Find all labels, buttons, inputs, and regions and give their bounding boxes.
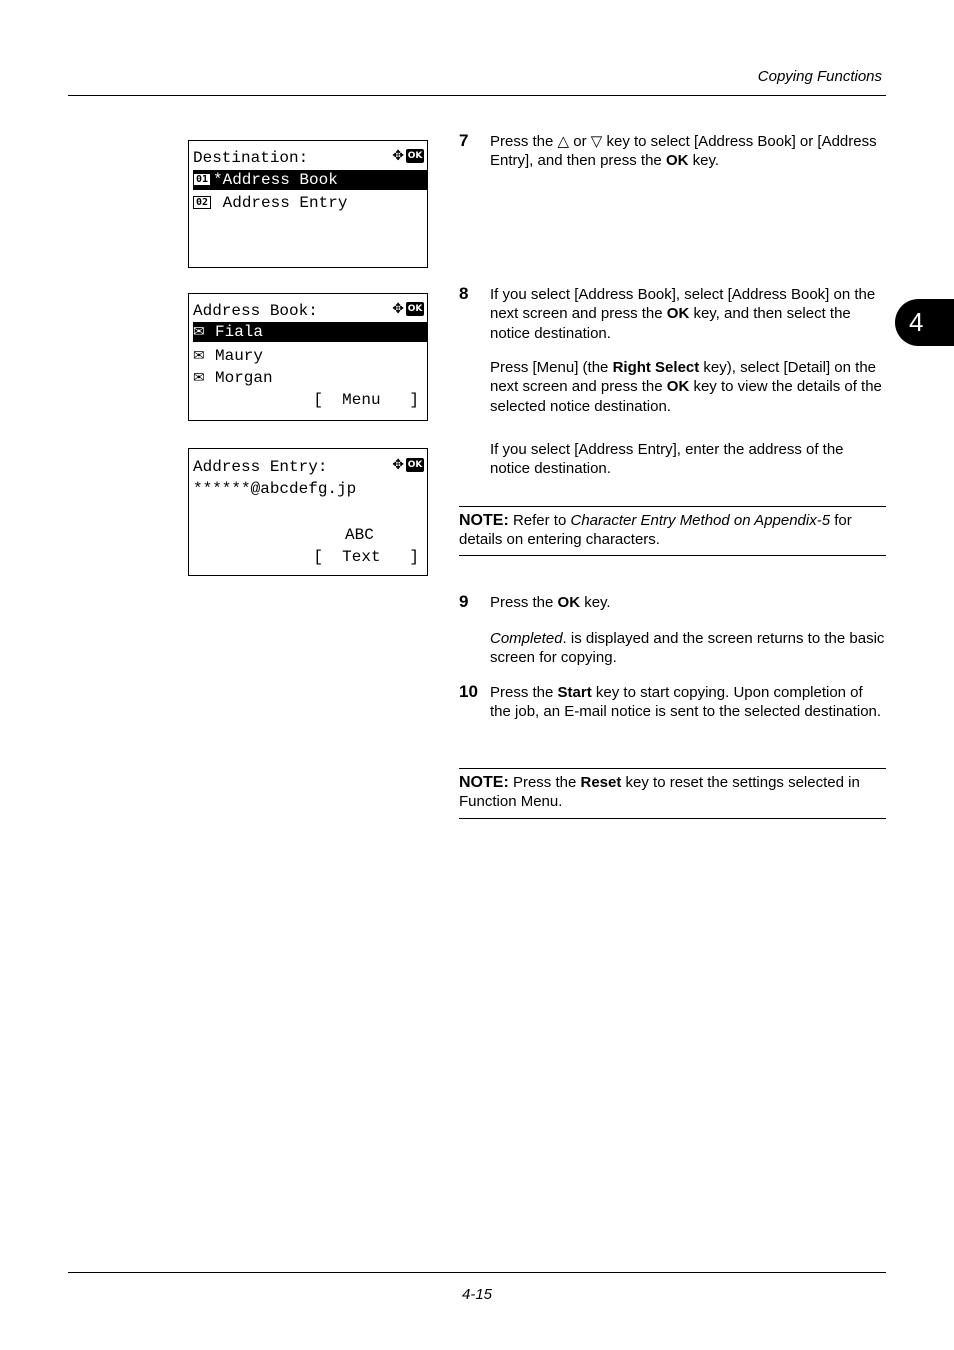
- menu-item-label: Address Entry: [222, 194, 348, 212]
- lcd-address-entry-screen: [188, 448, 428, 576]
- menu-item-label: *Address Book: [213, 171, 338, 189]
- down-triangle-icon: ▽: [590, 133, 603, 150]
- step-8-address-entry-text: If you select [Address Entry], enter the address of the notice destination.: [490, 441, 844, 478]
- note-rule-top: [459, 768, 886, 769]
- step-9-result-text: Completed. is displayed and the screen returns to the basic screen for copying.: [490, 630, 885, 667]
- step-8-detail-text: Press [Menu] (the Right Select key), select [Detail] on the next screen and press the OK key to view the details of the selected notice destination.: [490, 359, 882, 415]
- contact-name: Maury: [215, 347, 264, 365]
- four-way-arrow-icon: ✥: [392, 457, 404, 473]
- four-way-arrow-icon: ✥: [392, 301, 404, 317]
- address-input-value[interactable]: ******@abcdefg.jp: [193, 480, 357, 498]
- lcd-menu-item-selected[interactable]: [193, 170, 427, 190]
- ok-key-icon: OK: [407, 304, 423, 314]
- step-number: 10: [459, 682, 478, 701]
- item-number-badge: 02: [193, 196, 211, 209]
- note-character-entry: NOTE: Refer to Character Entry Method on Appendix-5 for details on entering characters.: [459, 512, 852, 549]
- lcd-list-item[interactable]: [193, 368, 425, 388]
- lcd-title: Address Book:: [193, 302, 318, 320]
- lcd-title: Destination:: [193, 149, 309, 167]
- item-number-badge: 01: [193, 173, 211, 186]
- step-number: 7: [459, 131, 469, 150]
- envelope-icon: ✉: [193, 370, 205, 386]
- step-8-text: If you select [Address Book], select [Address Book] on the next screen and press the OK key, and then select the notice destination.: [490, 286, 876, 342]
- lcd-menu-item[interactable]: [193, 193, 425, 213]
- step-number: 9: [459, 592, 469, 611]
- lcd-title: Address Entry:: [193, 458, 328, 476]
- lcd-list-item[interactable]: [193, 346, 425, 366]
- note-rule-top: [459, 506, 886, 507]
- envelope-icon: ✉: [193, 348, 205, 364]
- chapter-tab: 4: [895, 299, 954, 346]
- note-rule-bottom: [459, 555, 886, 556]
- page-number: 4-15: [461, 1286, 493, 1303]
- contact-name: Morgan: [215, 369, 273, 387]
- four-way-arrow-icon: ✥: [392, 148, 404, 164]
- up-triangle-icon: △: [557, 133, 570, 150]
- running-header: Copying Functions: [757, 68, 882, 85]
- lcd-nav-indicator: [392, 148, 424, 164]
- step-7-text: Press the △ or ▽ key to select [Address Book] or [Address Entry], and then press the OK key.: [490, 133, 877, 170]
- lcd-destination-screen: [188, 140, 428, 268]
- header-rule: [68, 95, 886, 96]
- lcd-nav-indicator: [392, 457, 424, 473]
- input-mode-indicator: ABC: [345, 526, 374, 544]
- menu-softkey[interactable]: [ Menu ]: [313, 391, 419, 409]
- step-number: 8: [459, 284, 469, 303]
- note-reset: NOTE: Press the Reset key to reset the settings selected in Function Menu.: [459, 774, 860, 811]
- lcd-address-book-screen: [188, 293, 428, 421]
- ok-key-icon: OK: [407, 151, 423, 161]
- footer-rule: [68, 1272, 886, 1273]
- step-10-text: Press the Start key to start copying. Upon completion of the job, an E-mail notice is sent to the selected destination.: [490, 684, 882, 721]
- lcd-nav-indicator: [392, 301, 424, 317]
- envelope-icon: ✉: [193, 324, 205, 340]
- ok-key-icon: OK: [407, 460, 423, 470]
- lcd-list-item-selected[interactable]: [193, 322, 427, 342]
- text-softkey[interactable]: [ Text ]: [313, 548, 419, 566]
- note-rule-bottom: [459, 818, 886, 819]
- step-9-text: Press the OK key.: [490, 594, 611, 611]
- contact-name: Fiala: [215, 323, 264, 341]
